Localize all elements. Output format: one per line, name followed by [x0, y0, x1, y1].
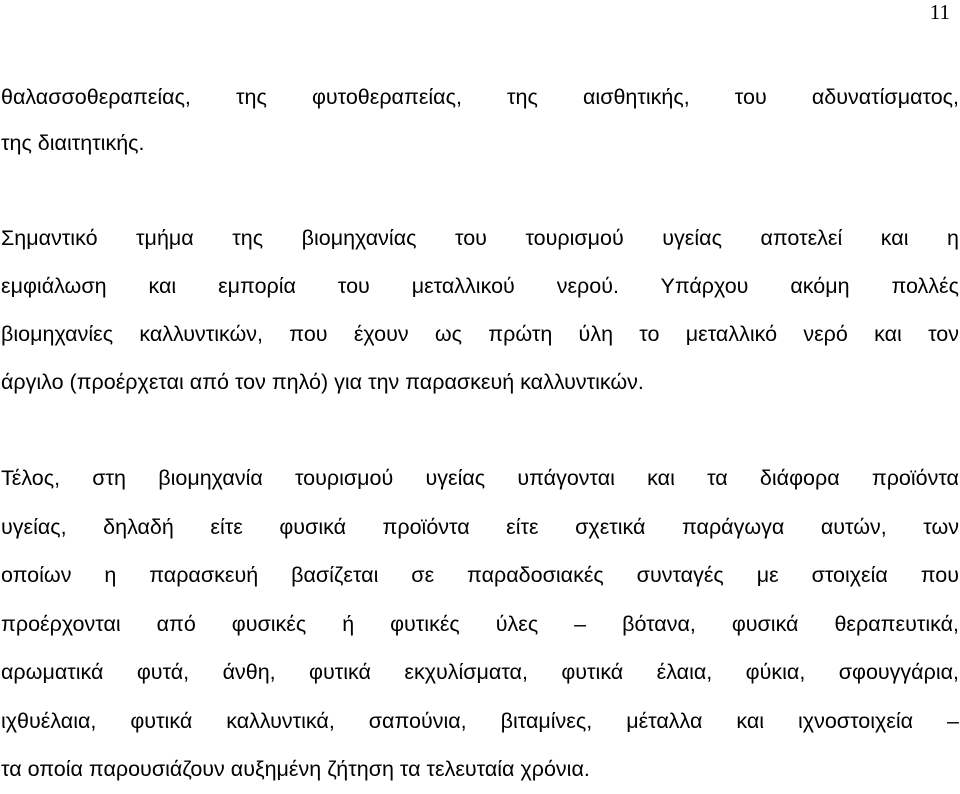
- paragraph-line: άργιλο (προέρχεται από τον πηλό) για την παρασκευή καλλυντικών.: [1, 370, 644, 394]
- paragraph-2: [1, 214, 959, 406]
- paragraph-line: θαλασσοθεραπείας, της φυτοθεραπείας, της αισθητικής, του αδυνατίσματος,: [1, 85, 959, 109]
- paragraph-1: [1, 74, 959, 166]
- paragraph-line: Σημαντικό τμήμα της βιομηχανίας του τουρισμού υγείας αποτελεί και η: [1, 226, 959, 250]
- paragraph-line: εμφιάλωση και εμπορία του μεταλλικού νερού. Υπάρχου ακόμη πολλές: [1, 274, 959, 298]
- paragraph-line: τα οποία παρουσιάζουν αυξημένη ζήτηση τα τελευταία χρόνια.: [1, 757, 590, 781]
- paragraph-line: προέρχονται από φυσικές ή φυτικές ύλες – βότανα, φυσικά θεραπευτικά,: [1, 611, 959, 636]
- paragraph-line: υγείας, δηλαδή είτε φυσικά προϊόντα είτε σχετικά παράγωγα αυτών, των: [1, 514, 959, 539]
- paragraph-3: [1, 454, 959, 794]
- paragraph-line: της διαιτητικής.: [1, 131, 145, 155]
- page-number: 11: [929, 0, 950, 24]
- paragraph-line: οποίων η παρασκευή βασίζεται σε παραδοσιακές συνταγές με στοιχεία που: [1, 563, 959, 587]
- paragraph-line: αρωματικά φυτά, άνθη, φυτικά εκχυλίσματα, φυτικά έλαια, φύκια, σφουγγάρια,: [1, 660, 959, 684]
- paragraph-line: Τέλος, στη βιομηχανία τουρισμού υγείας υπάγονται και τα διάφορα προϊόντα: [1, 466, 959, 490]
- paragraph-line: ιχθυέλαια, φυτικά καλλυντικά, σαπούνια, βιταμίνες, μέταλλα και ιχνοστοιχεία –: [1, 708, 959, 733]
- paragraph-line: βιομηχανίες καλλυντικών, που έχουν ως πρώτη ύλη το μεταλλικό νερό και τον: [1, 322, 959, 346]
